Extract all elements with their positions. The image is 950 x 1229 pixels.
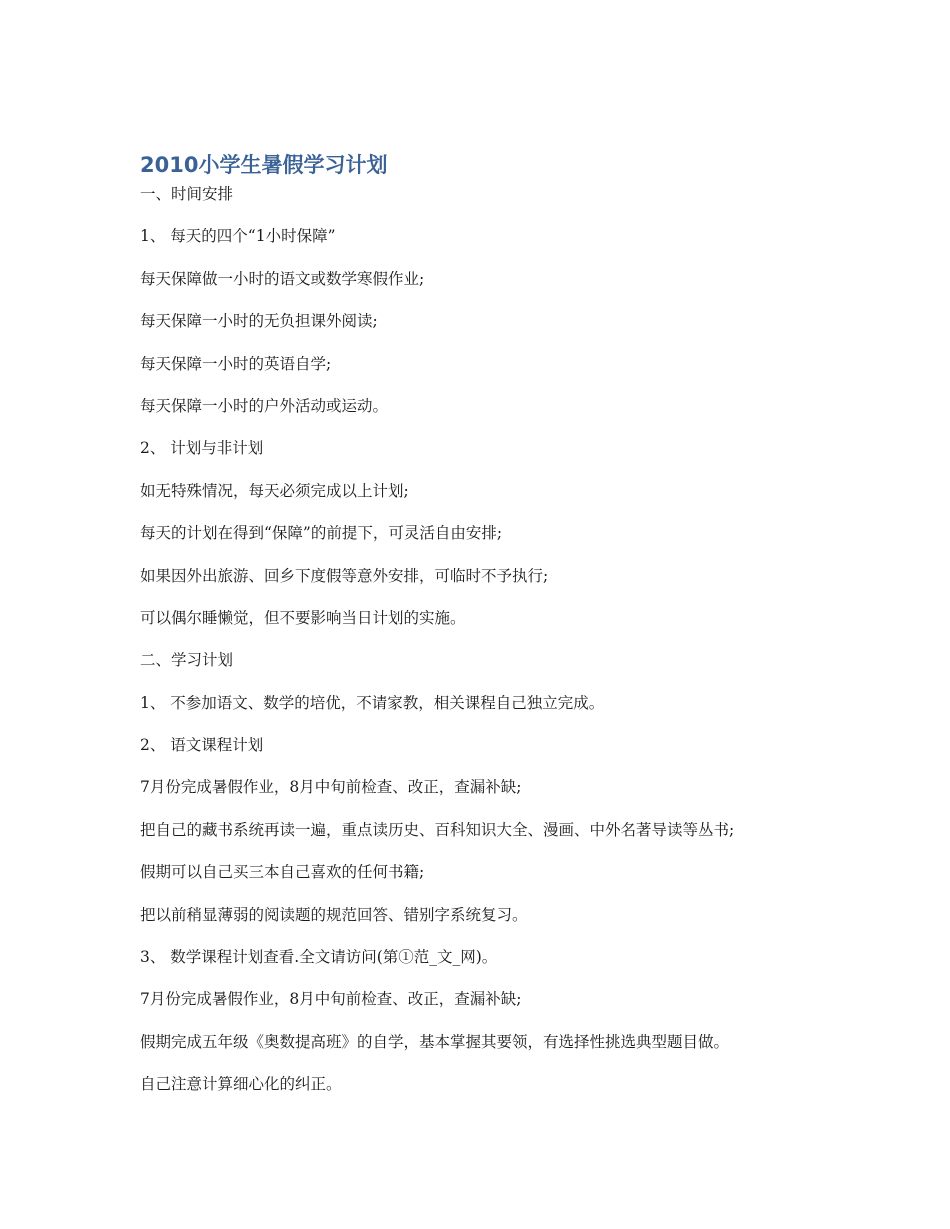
paragraph-line: 把自己的藏书系统再读一遍，重点读历史、百科知识大全、漫画、中外名著导读等丛书;: [140, 820, 735, 839]
subheading-plan-nonplan: 2、 计划与非计划: [140, 439, 264, 458]
paragraph-line: 每天保障做一小时的语文或数学寒假作业;: [140, 269, 425, 288]
document-title: 2010小学生暑假学习计划: [140, 153, 388, 177]
paragraph-line: 自己注意计算细心化的纠正。: [140, 1075, 342, 1094]
subheading-math-plan: 3、 数学课程计划查看.全文请访问(第①范_文_网)。: [140, 948, 498, 967]
paragraph-line: 每天保障一小时的无负担课外阅读;: [140, 312, 378, 331]
section-heading-time: 一、时间安排: [140, 185, 234, 203]
paragraph-line: 每天保障一小时的英语自学;: [140, 354, 332, 373]
paragraph-line: 如无特殊情况，每天必须完成以上计划;: [140, 481, 409, 500]
paragraph-line: 7月份完成暑假作业，8月中旬前检查、改正，查漏补缺;: [140, 990, 522, 1009]
paragraph-line: 如果因外出旅游、回乡下度假等意外安排，可临时不予执行;: [140, 566, 549, 585]
document-body: [140, 184, 840, 1117]
paragraph-line: 每天保障一小时的户外活动或运动。: [140, 396, 389, 415]
paragraph-line: 7月份完成暑假作业，8月中旬前检查、改正，查漏补缺;: [140, 778, 522, 797]
paragraph-line: 可以偶尔睡懒觉，但不要影响当日计划的实施。: [140, 608, 466, 627]
paragraph-line: 每天的计划在得到“保障”的前提下，可灵活自由安排;: [140, 524, 503, 543]
paragraph-line: 假期完成五年级《奥数提高班》的自学，基本掌握其要领，有选择性挑选典型题目做。: [140, 1032, 730, 1051]
subheading-no-tutoring: 1、 不参加语文、数学的培优，不请家教，相关课程自己独立完成。: [140, 693, 605, 712]
paragraph-line: 假期可以自己买三本自己喜欢的任何书籍;: [140, 863, 425, 882]
section-heading-study: 二、学习计划: [140, 651, 234, 670]
subheading-four-hours: 1、 每天的四个“1小时保障”: [140, 227, 336, 246]
paragraph-line: 把以前稍显薄弱的阅读题的规范回答、错别字系统复习。: [140, 905, 528, 924]
subheading-chinese-plan: 2、 语文课程计划: [140, 736, 264, 755]
